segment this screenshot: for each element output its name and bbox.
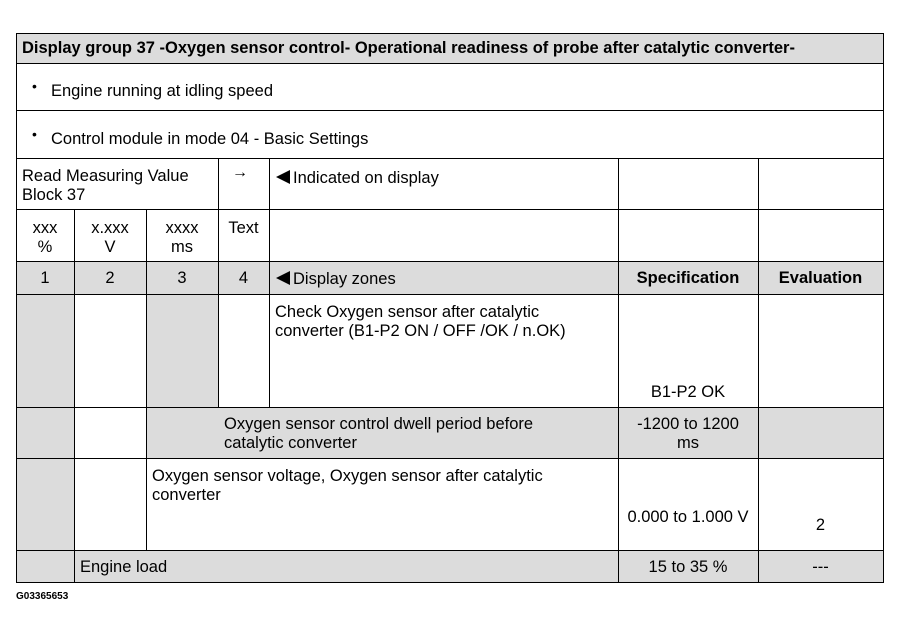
zone-number-2: 2 — [105, 269, 115, 287]
pointer-triangle-icon — [276, 170, 290, 184]
unit-3-value: xxxx — [165, 219, 199, 237]
unit-1 — [16, 219, 74, 257]
figure-id: G03365653 — [16, 591, 69, 602]
row-2-text: Oxygen sensor control dwell period before catalytic converter — [224, 415, 534, 452]
read-measuring-block-label: Read Measuring Value Block 37 — [22, 167, 189, 204]
row2-col1-bg — [16, 407, 74, 458]
row-3-text: Oxygen sensor voltage, Oxygen sensor after catalytic converter — [152, 467, 543, 504]
unit-2 — [74, 219, 146, 257]
page-title: Display group 37 -Oxygen sensor control- Operational readiness of probe after catalytic converter- — [22, 39, 795, 57]
condition-2-text: Control module in mode 04 - Basic Settings — [51, 130, 369, 148]
row-1-spec: B1-P2 OK — [650, 383, 726, 401]
specification-header: Specification — [636, 269, 740, 287]
row-4-eval: --- — [812, 558, 829, 576]
row-3-eval: 2 — [815, 516, 826, 534]
row-1-text: Check Oxygen sensor after catalytic converter (B1-P2 ON / OFF /OK / n.OK) — [275, 303, 566, 340]
arrow-right-icon: → — [232, 164, 248, 181]
row-4-spec: 15 to 35 % — [648, 558, 728, 576]
row3-col1-bg — [16, 458, 74, 550]
unit-3-unit: ms — [171, 238, 193, 256]
indicated-on-display-text: Indicated on display — [293, 169, 439, 187]
indicated-on-display-label — [276, 169, 439, 188]
evaluation-header: Evaluation — [778, 269, 863, 287]
row1-col1-bg — [16, 294, 74, 407]
row1-col3-bg — [146, 294, 218, 407]
unit-1-unit: % — [37, 238, 53, 256]
unit-4-text: Text — [228, 219, 259, 237]
unit-1-value: xxx — [32, 219, 58, 237]
row-3-spec: 0.000 to 1.000 V — [627, 508, 749, 526]
unit-2-unit: V — [104, 238, 116, 256]
condition-1-bullet: • — [32, 78, 37, 94]
pointer-triangle-icon — [276, 271, 290, 285]
display-zones-text: Display zones — [293, 270, 396, 288]
display-zones-label — [276, 270, 396, 289]
zone-number-1: 1 — [40, 269, 50, 287]
zone-number-4: 4 — [238, 269, 249, 287]
row-4-text: Engine load — [80, 558, 168, 576]
zone-number-3: 3 — [177, 269, 187, 287]
unit-3 — [146, 219, 218, 257]
condition-1-text: Engine running at idling speed — [51, 82, 274, 100]
unit-2-value: x.xxx — [91, 219, 129, 237]
condition-2-bullet: • — [32, 126, 37, 142]
row-2-spec: -1200 to 1200 ms — [637, 415, 739, 452]
